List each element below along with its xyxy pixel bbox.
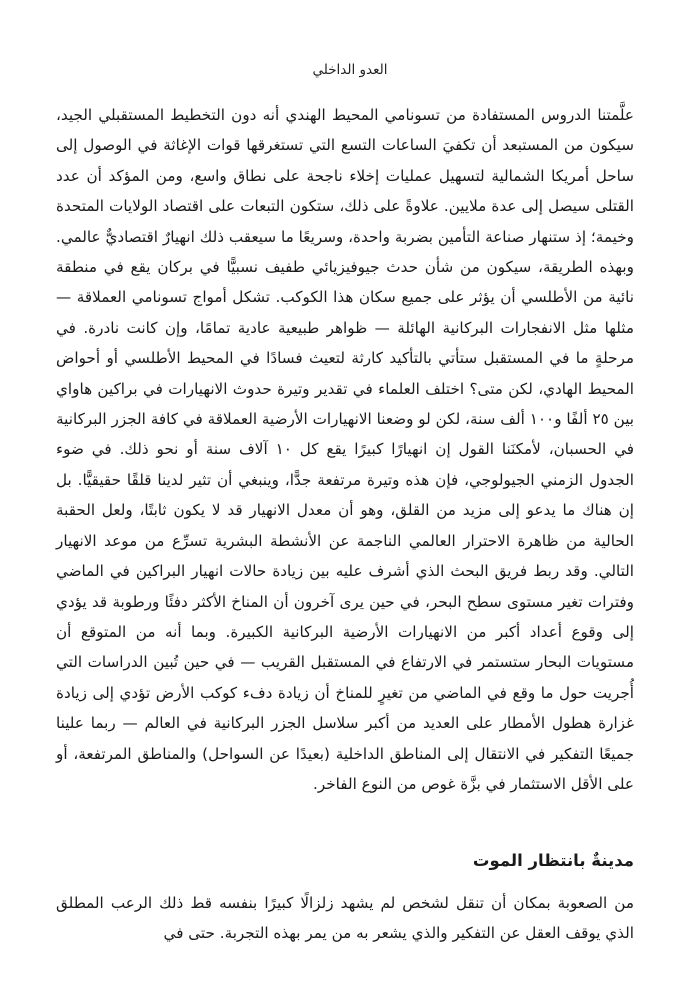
paragraph: علَّمتنا الدروس المستفادة من تسونامي المحيط الهندي أنه دون التخطيط المستقبلي الجيد، سيكون من المستبعد أن تكفيَ الساعات التسع التي تستغرقها قوات الإغاثة في الوصول إلى ساحل أمريكا الشمالية لتسهيل عمليات إخلاء ناجحة على نطاق واسع، ومن المؤكد أن عدد القتلى سيصل إلى عدة ملايين. علاوةً على ذلك، ستكون التبعات على اقتصاد الولايات المتحدة وخيمة؛ إذ ستنهار صناعة التأمين بضربة واحدة، وسريعًا ما سيعقب ذلك انهيارٌ اقتصاديٌّ عالمي. وبهذه الطريقة، سيكون من شأن حدث جيوفيزيائي طفيف نسبيًّا في بركان يقع في منطقة نائية من الأطلسي أن يؤثر على جميع سكان هذا الكوكب. تشكل أمواج تسونامي العملاقة — مثلها مثل الانفجارات البركانية الهائلة — ظواهر طبيعية عادية تمامًا، وإن كانت نادرة. في مرحلةٍ ما في المستقبل ستأتي بالتأكيد كارثة لتعيث فسادًا في المحيط الأطلسي أو أحواض المحيط الهادي، لكن متى؟ اختلف العلماء في تقدير وتيرة حدوث الانهيارات في براكين هاواي بين ٢٥ ألفًا و١٠٠ ألف سنة، لكن لو وضعنا الانهيارات الأرضية العملاقة في كافة الجزر البركانية في الحسبان، لأمكنَنا القول إن انهيارًا كبيرًا يقع كل ١٠ آلاف سنة أو نحو ذلك. في ضوء الجدول الزمني الجيولوجي، فإن هذه وتيرة مرتفعة جدًّا، وينبغي أن تثير لدينا قلقًا حقيقيًّا. بل إن هناك ما يدعو إلى مزيد من القلق، وهو أن معدل الانهيار قد لا يكون ثابتًا، ولعل الحقبة الحالية من ظاهرة الاحترار العالمي الناجمة عن الأنشطة البشرية تسرِّع من موعد الانهيار التالي. وقد ربط فريق البحث الذي أشرف عليه بين زيادة حالات انهيار البراكين في الماضي وفترات تغير مستوى سطح البحر، في حين يرى آخرون أن المناخ الأكثر دفئًا ورطوبة قد يؤدي إلى وقوع أعداد أكبر من الانهيارات الأرضية البركانية الكبيرة. وبما أنه من المتوقع أن مستويات البحار ستستمر في الارتفاع في المستقبل القريب — في حين تُبين الدراسات التي أُجريت حول ما وقع في الماضي من تغيرٍ للمناخ أن زيادة دفء كوكب الأرض تؤدي إلى زيادة غزارة هطول الأمطار على العديد من أكبر سلاسل الجزر البركانية في العالم — ربما علينا جميعًا التفكير في الانتقال إلى المناطق الداخلية (بعيدًا عن السواحل) والمناطق المرتفعة، أو على الأقل الاستثمار في بزَّة غوص من النوع الفاخر. bbox=[56, 106, 635, 793]
section-heading: مدينةٌ بانتظار الموت bbox=[472, 851, 634, 870]
paragraph: من الصعوبة بمكان أن تنقل لشخص لم يشهد زلزالًا كبيرًا بنفسه قط ذلك الرعب المطلق الذي يوقف العقل عن التفكير والذي يشعر به من يمر بهذه التجربة. حتى في bbox=[56, 894, 634, 943]
section-text-block bbox=[56, 888, 634, 949]
running-header: العدو الداخلي bbox=[312, 62, 388, 78]
main-text-block bbox=[56, 100, 634, 799]
